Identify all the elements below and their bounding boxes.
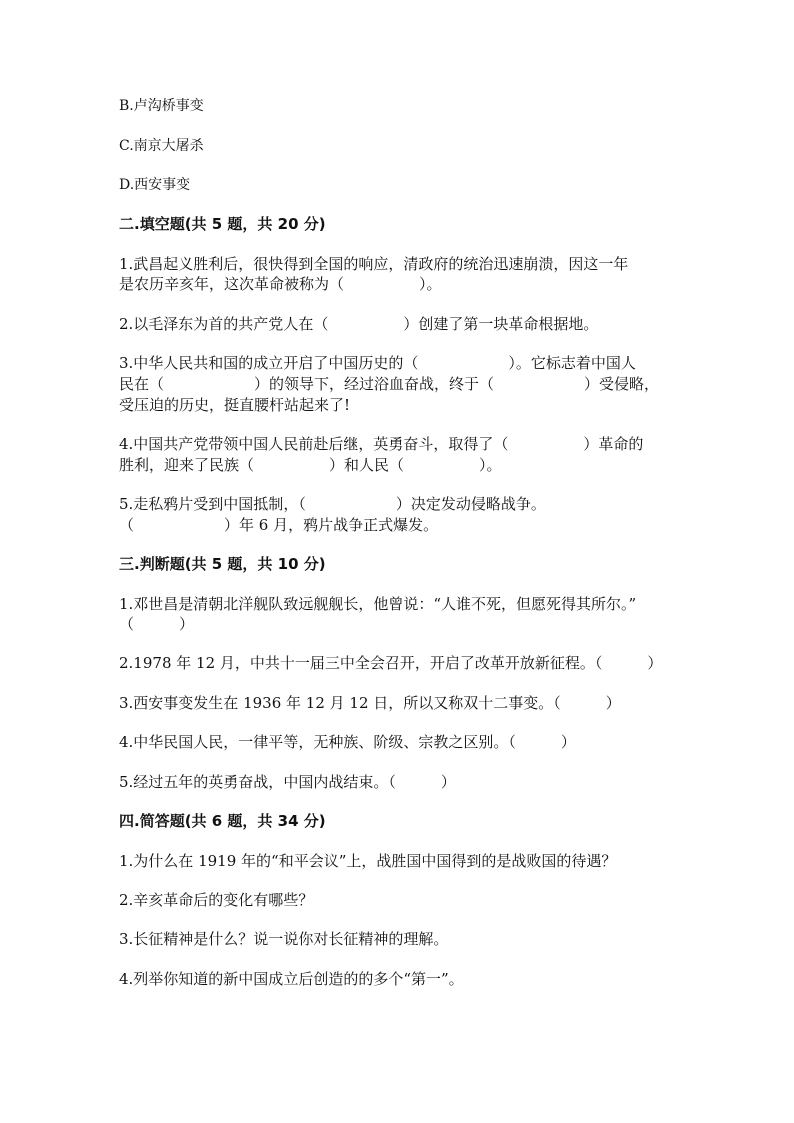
true-false-q2-line1: 2.1978 年 12 月，中共十一届三中全会召开，开启了改革开放新征程。（ ）	[119, 654, 663, 672]
option-c: C.南京大屠杀	[119, 138, 204, 154]
true-false-q1-line2: （ ）	[119, 615, 195, 633]
fill-blank-q3-line3: 受压迫的历史，挺直腰杆站起来了!	[119, 396, 351, 414]
short-answer-q1-line1: 1.为什么在 1919 年的“和平会议”上，战胜国中国得到的是战败国的待遇？	[119, 852, 617, 870]
fill-blank-q2-line1: 2.以毛泽东为首的共产党人在（ ）创建了第一块革命根据地。	[119, 315, 599, 333]
section-heading-short-answer: 四.简答题(共 6 题，共 34 分)	[119, 812, 326, 830]
option-d: D.西安事变	[119, 177, 191, 193]
short-answer-q2-line1: 2.辛亥革命后的变化有哪些？	[119, 891, 314, 909]
fill-blank-q5-line1: 5.走私鸦片受到中国抵制，（ ）决定发动侵略战争。	[119, 495, 546, 513]
fill-blank-q1-line2: 是农历辛亥年，这次革命被称为（ ）。	[119, 275, 442, 293]
true-false-q3-line1: 3.西安事变发生在 1936 年 12 月 12 日，所以又称双十二事变。（ ）	[119, 694, 621, 712]
section-heading-true-false: 三.判断题(共 5 题，共 10 分)	[119, 555, 326, 573]
fill-blank-q3-line1: 3.中华人民共和国的成立开启了中国历史的（ ）。它标志着中国人	[119, 354, 636, 372]
true-false-q5-line1: 5.经过五年的英勇奋战，中国内战结束。（ ）	[119, 773, 456, 791]
option-b: B.卢沟桥事变	[119, 98, 204, 114]
fill-blank-q5-line2: （ ）年 6 月，鸦片战争正式爆发。	[119, 516, 439, 534]
short-answer-q3-line1: 3.长征精神是什么？说一说你对长征精神的理解。	[119, 930, 449, 948]
section-heading-fill-blank: 二.填空题(共 5 题，共 20 分)	[119, 215, 326, 233]
fill-blank-q4-line2: 胜利，迎来了民族（ ）和人民（ ）。	[119, 456, 502, 474]
fill-blank-q4-line1: 4.中国共产党带领中国人民前赴后继，英勇奋斗，取得了（ ）革命的	[119, 435, 644, 453]
true-false-q4-line1: 4.中华民国人民，一律平等，无种族、阶级、宗教之区别。（ ）	[119, 733, 576, 751]
fill-blank-q1-line1: 1.武昌起义胜利后，很快得到全国的响应，清政府的统治迅速崩溃，因这一年	[119, 255, 629, 273]
true-false-q1-line1: 1.邓世昌是清朝北洋舰队致远舰舰长，他曾说：“人谁不死，但愿死得其所尔。”	[119, 595, 637, 613]
short-answer-q4-line1: 4.列举你知道的新中国成立后创造的的多个“第一”。	[119, 970, 464, 988]
fill-blank-q3-line2: 民在（ ）的领导下，经过浴血奋战，终于（ ）受侵略，	[119, 375, 660, 393]
